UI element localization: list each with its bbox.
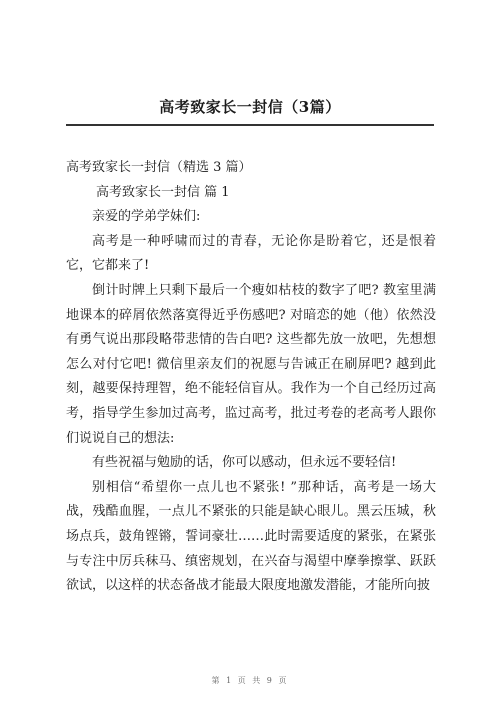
paragraph: 有些祝福与勉励的话，你可以感动，但永远不要轻信! <box>92 455 397 471</box>
paragraph: 高考是一种呼啸而过的青春，无论你是盼着它，还是恨着它，它都来了! <box>66 233 436 274</box>
paragraph: 高考致家长一封信（精选 3 篇） <box>66 160 252 175</box>
salutation: 亲爱的学弟学妹们: <box>92 209 201 225</box>
page-footer: 第 1 页 共 9 页 <box>211 676 289 685</box>
title-divider <box>66 124 434 126</box>
paragraph: 别相信“希望你一点儿也不紧张! ”那种话，高考是一场大战，残酷血腥，一点儿不紧张的只能是缺心眼儿。黑云压城，秋场点兵，鼓角铿锵，誓词豪壮……此时需要适度的紧张，在紧张与专注中厉兵秣马、缜密规划，在兴奋与渴望中摩拳擦掌、跃跃欲试，以这样的状态备战才能最大限度地激发潜能，才能所向披 <box>66 479 436 594</box>
section-heading: 高考致家长一封信 篇 1 <box>96 184 230 200</box>
paragraph: 倒计时牌上只剩下最后一个瘦如枯枝的数字了吧? 教室里满地课本的碎屑依然落寞得近乎伤感吧? 对暗恋的她（他）依然没有勇气说出那段略带悲情的告白吧? 这些都先放一放吧，先想想怎么对付它吧! 微信里亲友们的祝愿与告诫正在刷屏吧? 越到此刻，越要保持理智，绝不能轻信盲从。我作为一个自己经历过高考，指导学生参加过高考，监过高考，批过考卷的老高考人跟你们说说自己的想法: <box>66 282 436 446</box>
document-body <box>66 156 436 599</box>
document-title: 高考致家长一封信（3篇） <box>159 98 341 116</box>
